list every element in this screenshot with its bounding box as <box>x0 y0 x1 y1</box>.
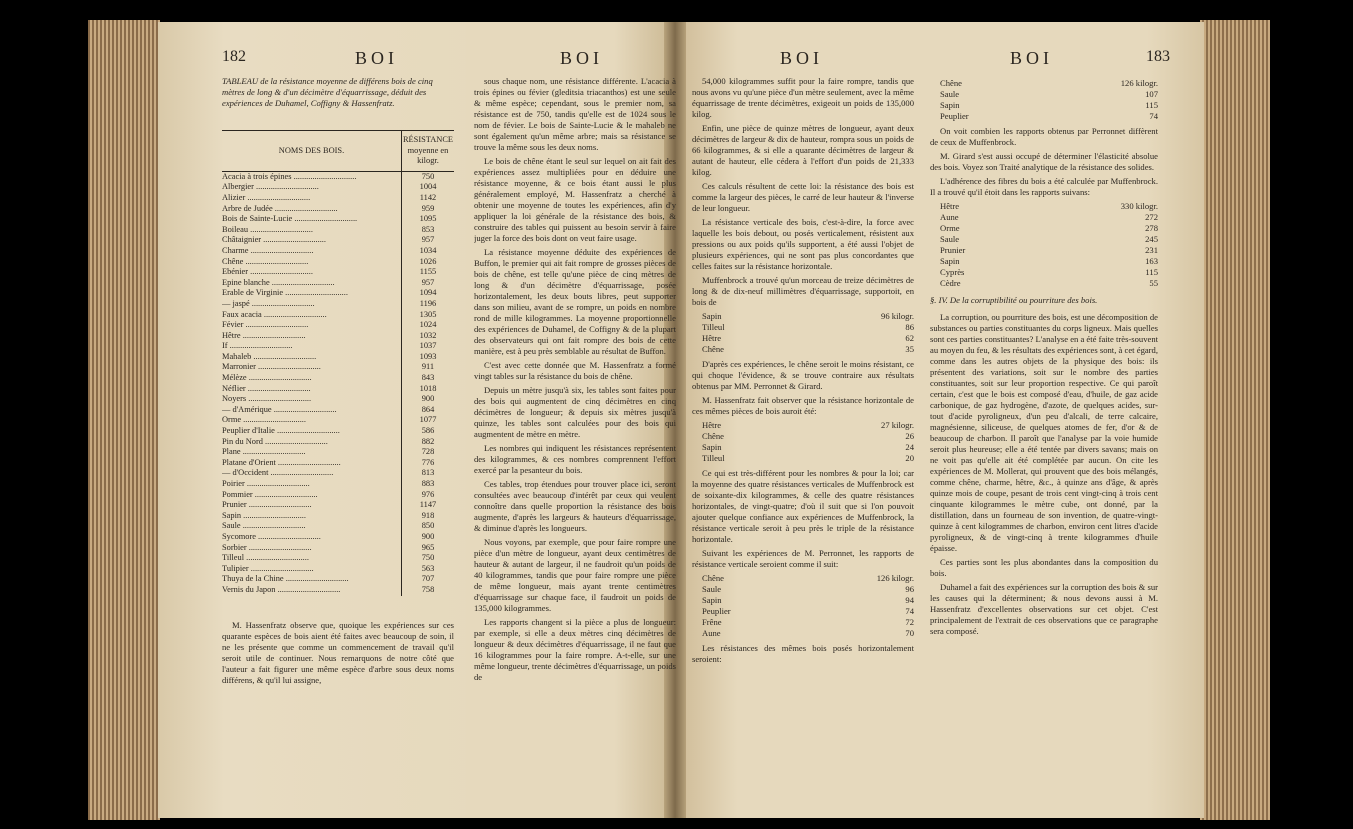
paragraph: Les rapports changent si la pièce a plus de longueur: par exemple, si elle a deux mètres cinq décimètres de longueur & deux décimètres d'équarrissage, il ne faut que 16 kilogrammes pour la faire rompre. A-t-elle, sur une même longueur, trente décimètres d'équarrissage, un poids de <box>474 617 676 682</box>
table-header-value: RÉSISTANCE moyenne en kilogr. <box>402 131 455 172</box>
table-row <box>222 490 454 501</box>
table-row <box>222 543 454 554</box>
wood-resistance: 853 <box>402 225 455 236</box>
list-item-name: Chêne <box>702 573 724 583</box>
list-item-value: 126 kilogr. <box>1120 78 1158 88</box>
wood-resistance: 1305 <box>402 310 455 321</box>
list-item-name: Orme <box>940 223 960 233</box>
table-row <box>222 564 454 575</box>
list-item <box>940 234 1158 245</box>
list-item-value: 27 kilogr. <box>881 420 914 430</box>
right-running-head-2: BOI <box>1010 48 1053 68</box>
wood-name: Boileau .............................. <box>222 224 313 234</box>
paragraph: Ces parties sont les plus abondantes dans la composition du bois. <box>930 557 1158 578</box>
list-item-value: 330 kilogr. <box>1120 201 1158 211</box>
list-item <box>702 322 914 333</box>
paragraph: La résistance verticale des bois, c'est-à-dire, la force avec laquelle les bois debout, ou posés verticalement, résistent aux pressions ou aux poids qu'ils supportent, a été aussi l'objet de plusieurs expériences, qui ne sont pas plus concordantes que celles faites sur la résistance horizontale. <box>692 217 914 271</box>
list-item-name: Prunier <box>940 245 966 255</box>
wood-name: Platane d'Orient .............................. <box>222 457 341 467</box>
wood-name: Erable de Virginie .............................. <box>222 288 348 298</box>
left-running-head-2: BOI <box>560 48 603 68</box>
list-item-value: 272 <box>1145 212 1158 222</box>
list-item-value: 96 <box>905 584 914 594</box>
table-row <box>222 246 454 257</box>
list-item <box>940 111 1158 122</box>
table-row <box>222 553 454 564</box>
table-row <box>222 574 454 585</box>
wood-resistance: 965 <box>402 543 455 554</box>
wood-resistance: 1004 <box>402 182 455 193</box>
list-item-value: 107 <box>1145 89 1158 99</box>
right-col2-text <box>930 76 1158 788</box>
list-item-value: 20 <box>905 453 914 463</box>
paragraph: Suivant les expériences de M. Perronnet, les rapports de résistance verticale seroient comme il suit: <box>692 548 914 569</box>
wood-resistance: 1155 <box>402 267 455 278</box>
table-row <box>222 426 454 437</box>
wood-resistance: 1026 <box>402 257 455 268</box>
list-item-name: Tilleul <box>702 322 725 332</box>
wood-name: — jaspé .............................. <box>222 298 315 308</box>
right-col1-text <box>692 76 914 788</box>
wood-name: Alizier .............................. <box>222 192 311 202</box>
list-item <box>702 442 914 453</box>
wood-resistance: 900 <box>402 532 455 543</box>
table-row <box>222 235 454 246</box>
wood-resistance: 1093 <box>402 352 455 363</box>
list-item-name: Sapin <box>940 256 960 266</box>
table-row <box>222 479 454 490</box>
paragraph: On voit combien les rapports obtenus par Perronnet diffèrent de ceux de Muffenbrock. <box>930 126 1158 147</box>
table-row <box>222 171 454 182</box>
list-item-value: 72 <box>905 617 914 627</box>
table-row <box>222 500 454 511</box>
table-row <box>222 447 454 458</box>
wood-name: — d'Occident .............................. <box>222 468 334 478</box>
table-row <box>222 267 454 278</box>
paragraph: M. Hassenfratz fait observer que la résistance horizontale de ces mêmes pièces de bois auroit été: <box>692 395 914 416</box>
table-row <box>222 373 454 384</box>
paragraph: M. Girard s'est aussi occupé de déterminer l'élasticité absolue des bois. Voyez son Traité analytique de la résistance des solides. <box>930 151 1158 172</box>
wood-name: Chêne .............................. <box>222 256 309 266</box>
paragraph: sous chaque nom, une résistance différente. L'acacia à trois épines ou févier (gleditsia triacanthos) est une seule & même espèce; cependant, sous le premier nom, sa résistance est de 750, tandis qu'elle est de 1024 sous le nom de févier. Le bois de Sainte-Lucie & le mahaleb ne sont également qu'un même arbre; mais sa résistance se trouve la même sous les deux noms. <box>474 76 676 152</box>
table-row <box>222 394 454 405</box>
table-row <box>222 384 454 395</box>
list-item-name: Saule <box>940 89 960 99</box>
list-item <box>940 278 1158 289</box>
wood-name: — d'Amérique .............................. <box>222 404 337 414</box>
list-item-name: Chêne <box>940 78 962 88</box>
paragraph: Les résistances des mêmes bois posés horizontalement seroient: <box>692 643 914 664</box>
list-item-name: Hêtre <box>702 333 722 343</box>
list-item <box>702 333 914 344</box>
page-edges-right <box>1200 20 1270 820</box>
list-item-value: 24 <box>905 442 914 452</box>
paragraph: Les nombres qui indiquent les résistances représentent des kilogrammes, & ces nombres comprennent l'effort exercé par la pesanteur du bois. <box>474 443 676 475</box>
resistance-table <box>222 130 454 596</box>
value-list <box>702 311 914 355</box>
paragraph: L'adhérence des fibres du bois a été calculée par Muffenbrock. Il a trouvé qu'il étoit dans les rapports suivans: <box>930 176 1158 197</box>
paragraph: Le bois de chêne étant le seul sur lequel on ait fait des expériences assez multipliées pour en déduire une résistance moyenne, & ce bois étant aussi le plus généralement employé, M. Hassenfratz a cherché à obtenir une moyenne de toutes les expériences, afin d'y appliquer la loi générale de la résistance des bois, & construire des tables qui puissent au besoin servir à faire juger la force des bois dont on veut faire usage. <box>474 156 676 243</box>
list-item-name: Saule <box>940 234 960 244</box>
wood-name: Sorbier .............................. <box>222 542 312 552</box>
wood-resistance: 911 <box>402 362 455 373</box>
left-running-head: BOI <box>355 48 398 68</box>
table-row <box>222 278 454 289</box>
wood-name: Pommier .............................. <box>222 489 318 499</box>
table-header-name: NOMS DES BOIS. <box>222 131 402 172</box>
wood-resistance: 813 <box>402 468 455 479</box>
list-item-name: Peuplier <box>940 111 969 121</box>
wood-name: Acacia à trois épines .............................. <box>222 171 357 181</box>
value-list <box>702 573 914 639</box>
wood-name: Peuplier d'Italie .............................. <box>222 426 340 436</box>
list-item <box>702 431 914 442</box>
wood-name: Noyers .............................. <box>222 394 312 404</box>
wood-resistance: 1018 <box>402 384 455 395</box>
wood-resistance: 850 <box>402 521 455 532</box>
paragraph: Muffenbrock a trouvé qu'un morceau de treize décimètres de long & de dix-neuf millimètres d'équarrissage, supportoit, en bois de <box>692 275 914 307</box>
paragraph: Ce qui est très-différent pour les nombres & pour la loi; car la moyenne des quatre résistances verticales de Muffenbrock est de soixante-dix kilogrammes, & celle des quatre résistances horizontales, de vingt-quatre; d'où il suit que si l'on pouvoit ajouter quelque confiance aux expériences de Muffenbrock, la résistance verticale seroit à peu près le triple de la résistance horizontale. <box>692 468 914 544</box>
paragraph: Duhamel a fait des expériences sur la corruption des bois & sur les causes qui la déterminent; & nous devons aussi à M. Hassenfratz d'excellentes observations sur cet objet. C'est principalement de l'extrait de ces observations que ce paragraphe sera composé. <box>930 582 1158 636</box>
wood-name: Mélèze .............................. <box>222 373 312 383</box>
list-item <box>702 344 914 355</box>
list-item-value: 278 <box>1145 223 1158 233</box>
list-item <box>940 267 1158 278</box>
list-item <box>940 245 1158 256</box>
list-item <box>702 595 914 606</box>
list-item-value: 126 kilogr. <box>876 573 914 583</box>
table-row <box>222 458 454 469</box>
wood-name: Bois de Sainte-Lucie .............................. <box>222 214 358 224</box>
list-item-value: 55 <box>1149 278 1158 288</box>
list-item <box>702 584 914 595</box>
wood-resistance: 1095 <box>402 214 455 225</box>
list-item-value: 74 <box>905 606 914 616</box>
paragraph: M. Hassenfratz observe que, quoique les expériences sur ces quarante espèces de bois aient été faites avec beaucoup de soin, il ne les présente que comme un commencement de travail qu'il seroit utile de continuer. Nous remarquons de notre côté que l'auteur a fait figurer une même espèce d'arbre sous deux noms différens, & qu'il lui assigne, <box>222 620 454 685</box>
left-page-number: 182 <box>222 48 246 65</box>
wood-resistance: 1196 <box>402 299 455 310</box>
value-list <box>940 78 1158 122</box>
wood-name: Févier .............................. <box>222 320 309 330</box>
table-row <box>222 204 454 215</box>
list-item <box>702 311 914 322</box>
table-row <box>222 299 454 310</box>
wood-resistance: 586 <box>402 426 455 437</box>
list-item-name: Chêne <box>702 344 724 354</box>
wood-resistance: 957 <box>402 235 455 246</box>
wood-resistance: 750 <box>402 553 455 564</box>
value-list <box>940 201 1158 289</box>
paragraph: D'après ces expériences, le chêne seroit le moins résistant, ce qui choque l'évidence, & se trouve contraire aux résultats obtenus par MM. Perronnet & Girard. <box>692 359 914 391</box>
paragraph: La résistance moyenne déduite des expériences de Buffon, le premier qui ait fait rompre de grosses pièces de bois de chêne, est telle qu'une pièce de cinq mètres de long & d'un décimètre d'équarrissage, posée horizontalement, les deux bouts libres, peut supporter dans son milieu, avant de se rompre, un poids en nombre rond de mille kilogrammes. La moyenne proportionnelle des expériences de Duhamel, de Coffigny & de la plupart des observateurs qui ont fait rompre des bois de cette manière, est à peu près semblable au résultat de Buffon. <box>474 247 676 356</box>
table-row <box>222 310 454 321</box>
wood-resistance: 776 <box>402 458 455 469</box>
list-item <box>702 573 914 584</box>
wood-name: Marronier .............................. <box>222 362 321 372</box>
wood-name: Tilleul .............................. <box>222 553 309 563</box>
wood-resistance: 864 <box>402 405 455 416</box>
table-row <box>222 437 454 448</box>
value-list <box>702 420 914 464</box>
table-row <box>222 415 454 426</box>
list-item-value: 231 <box>1145 245 1158 255</box>
left-col2-text <box>474 76 676 786</box>
wood-name: Plane .............................. <box>222 447 306 457</box>
table-row <box>222 341 454 352</box>
table-row <box>222 320 454 331</box>
table-row <box>222 288 454 299</box>
table-row <box>222 352 454 363</box>
wood-name: Prunier .............................. <box>222 500 312 510</box>
wood-resistance: 1147 <box>402 500 455 511</box>
wood-name: Sapin .............................. <box>222 510 306 520</box>
paragraph: Depuis un mètre jusqu'à six, les tables sont faites pour des bois qui augmentent de cinq décimètres en cinq décimètres de longueur; & depuis six mètres jusqu'à quinze, les tables sont calculées pour des bois qui augmentent de mètre en mètre. <box>474 385 676 439</box>
list-item-name: Tilleul <box>702 453 725 463</box>
list-item <box>702 453 914 464</box>
table-row <box>222 257 454 268</box>
list-item-value: 70 <box>905 628 914 638</box>
table-row <box>222 405 454 416</box>
wood-resistance: 882 <box>402 437 455 448</box>
wood-name: Faux acacia .............................. <box>222 309 327 319</box>
list-item-name: Hêtre <box>940 201 960 211</box>
table-row <box>222 585 454 596</box>
list-item-value: 62 <box>905 333 914 343</box>
section-title: §. IV. De la corruptibilité ou pourriture des bois. <box>930 295 1098 305</box>
wood-name: Néflier .............................. <box>222 383 311 393</box>
wood-resistance: 918 <box>402 511 455 522</box>
list-item-value: 96 kilogr. <box>881 311 914 321</box>
right-running-head: BOI <box>780 48 823 68</box>
list-item <box>702 628 914 639</box>
table-row <box>222 331 454 342</box>
list-item-value: 115 <box>1145 100 1158 110</box>
wood-name: Sycomore .............................. <box>222 531 321 541</box>
table-row <box>222 362 454 373</box>
wood-resistance: 728 <box>402 447 455 458</box>
list-item-name: Sapin <box>702 311 722 321</box>
list-item-name: Sapin <box>702 595 722 605</box>
wood-resistance: 758 <box>402 585 455 596</box>
list-item-name: Hêtre <box>702 420 722 430</box>
table-row <box>222 521 454 532</box>
wood-name: Tulipier .............................. <box>222 563 314 573</box>
wood-name: Charme .............................. <box>222 245 314 255</box>
wood-resistance: 976 <box>402 490 455 501</box>
list-item-name: Aune <box>702 628 721 638</box>
list-item <box>702 420 914 431</box>
list-item <box>940 212 1158 223</box>
wood-resistance: 843 <box>402 373 455 384</box>
wood-resistance: 1077 <box>402 415 455 426</box>
list-item <box>940 256 1158 267</box>
list-item <box>940 100 1158 111</box>
wood-name: Arbre de Judée .............................. <box>222 203 338 213</box>
list-item <box>702 606 914 617</box>
table-row <box>222 225 454 236</box>
wood-name: Albergier .............................. <box>222 182 319 192</box>
page-edges-left <box>88 20 160 820</box>
list-item-name: Aune <box>940 212 959 222</box>
list-item-value: 86 <box>905 322 914 332</box>
paragraph: La corruption, ou pourriture des bois, est une décomposition de substances ou parties constituantes du corps ligneux. Mais quelles sont ces parties constituantes? L'analyse en a été faite très-souvent au moyen du feu, & les résultats des expériences sont, à cet égard, comme dans les autres objets de la physique des bois: ils présentent des variations, soit sur le nombre des parties constituantes, soit sur leur proportion respective. Ce qui paroît certain, c'est que le bois est composé d'eau, d'huile, de gaz acide carbonique, de gaz hydrogène, d'azote, de quelques acides, sur-tout d'acide pyroligneux, d'un peu d'alcali, de terre calcaire, magnésienne, siliceuse, de quelques atomes de fer, d'or & de beaucoup de charbon. Il paroît que l'analyse par la voie humide seroit plus heureuse; elle a été tentée par divers savans; mais on ne voit pas qu'elle ait été complétée par aucun. On cite les expériences de M. Mollerat, qui prouvent que des bois mélangés, comme chêne, charme, hêtre, &c., à quinze ans d'âge, & après quinze mois de coupe, pesant de trois cent vingt-cinq à trois cent cinquante kilogrammes le mètre cube, ont donné, par la distillation, dans un fourneau de son invention, de quatre-vingt-quinze à cent kilogrammes de charbon, environ cent litres d'acide pyroligneux, & de vingt-cinq à trente kilogrammes d'huile épaisse. <box>930 312 1158 553</box>
wood-name: Châtaignier .............................. <box>222 235 326 245</box>
wood-resistance: 1032 <box>402 331 455 342</box>
wood-name: If .............................. <box>222 341 293 351</box>
wood-resistance: 750 <box>402 171 455 182</box>
right-page-number: 183 <box>1146 48 1170 65</box>
wood-name: Mahaleb .............................. <box>222 351 317 361</box>
list-item <box>940 223 1158 234</box>
list-item-name: Sapin <box>702 442 722 452</box>
wood-name: Ebénier .............................. <box>222 267 313 277</box>
table-row <box>222 532 454 543</box>
list-item-name: Peuplier <box>702 606 731 616</box>
paragraph: Ces calculs résultent de cette loi: la résistance des bois est comme la largeur des pièces, le carré de leur hauteur & l'inverse de leur longueur. <box>692 181 914 213</box>
list-item <box>940 78 1158 89</box>
paragraph: 54,000 kilogrammes suffit pour la faire rompre, tandis que nous avons vu qu'une pièce d'un mètre seulement, avec la même équarrissage de trente décimètres, exigeoit un poids de 135,000 kilog. <box>692 76 914 119</box>
list-item-name: Chêne <box>702 431 724 441</box>
table-row <box>222 193 454 204</box>
list-item-value: 26 <box>905 431 914 441</box>
wood-resistance: 563 <box>402 564 455 575</box>
list-item-value: 94 <box>905 595 914 605</box>
table-row <box>222 468 454 479</box>
wood-resistance: 959 <box>402 204 455 215</box>
list-item <box>940 89 1158 100</box>
wood-name: Thuya de la Chine .............................. <box>222 574 349 584</box>
paragraph: Enfin, une pièce de quinze mètres de longueur, ayant deux décimètres de largeur & dix de hauteur, rompra sous un poids de 66 kilogrammes, & si elle a quarante décimètres de largeur & autant de hauteur, elle cédera à l'effort d'un poids de 21,333 kilog. <box>692 123 914 177</box>
list-item-value: 74 <box>1149 111 1158 121</box>
wood-resistance: 957 <box>402 278 455 289</box>
wood-resistance: 1142 <box>402 193 455 204</box>
list-item-value: 245 <box>1145 234 1158 244</box>
wood-name: Orme .............................. <box>222 415 306 425</box>
list-item <box>940 201 1158 212</box>
wood-name: Epine blanche .............................. <box>222 277 335 287</box>
table-body <box>222 171 454 595</box>
wood-resistance: 883 <box>402 479 455 490</box>
table-row <box>222 182 454 193</box>
wood-name: Poirier .............................. <box>222 479 310 488</box>
list-item-value: 163 <box>1145 256 1158 266</box>
wood-resistance: 1034 <box>402 246 455 257</box>
wood-name: Saule .............................. <box>222 521 306 531</box>
wood-resistance: 1037 <box>402 341 455 352</box>
left-col1-text <box>222 620 454 790</box>
wood-resistance: 900 <box>402 394 455 405</box>
list-item-name: Cèdre <box>940 278 961 288</box>
wood-resistance: 707 <box>402 574 455 585</box>
list-item-name: Cyprès <box>940 267 965 277</box>
wood-name: Vernis du Japon .............................. <box>222 584 341 594</box>
table-intro: TABLEAU de la résistance moyenne de différens bois de cinq mètres de long & d'un décimètre d'équarrissage, déduit des expériences de Duhamel, Coffigny & Hassenfratz. <box>222 76 433 108</box>
list-item <box>702 617 914 628</box>
list-item-name: Frêne <box>702 617 722 627</box>
wood-resistance: 1094 <box>402 288 455 299</box>
paragraph: Nous voyons, par exemple, que pour faire rompre une pièce d'un mètre de longueur, ayant deux centimètres de hauteur & autant de largeur, il ne faudroit qu'un poids de 40 kilogrammes, tandis que pour faire rompre une pièce de même longueur, mais ayant trente centimètres d'équarrissage sur chaque face, il faudroit un poids de 135,000 kilogrammes. <box>474 537 676 613</box>
wood-resistance: 1024 <box>402 320 455 331</box>
list-item-name: Sapin <box>940 100 960 110</box>
table-row <box>222 214 454 225</box>
wood-name: Hêtre .............................. <box>222 330 306 340</box>
table-row <box>222 511 454 522</box>
list-item-name: Saule <box>702 584 722 594</box>
wood-name: Pin du Nord .............................. <box>222 436 328 446</box>
list-item-value: 35 <box>905 344 914 354</box>
paragraph: C'est avec cette donnée que M. Hassenfratz a formé vingt tables sur la résistance du bois de chêne. <box>474 360 676 381</box>
paragraph: Ces tables, trop étendues pour trouver place ici, seront consultées avec beaucoup d'intérêt par ceux qui veulent connoître dans quelle proportion la résistance des bois augmente, d'après les largeurs & hauteurs d'équarrissage, & diminue d'après les longueurs. <box>474 479 676 533</box>
list-item-value: 115 <box>1145 267 1158 277</box>
